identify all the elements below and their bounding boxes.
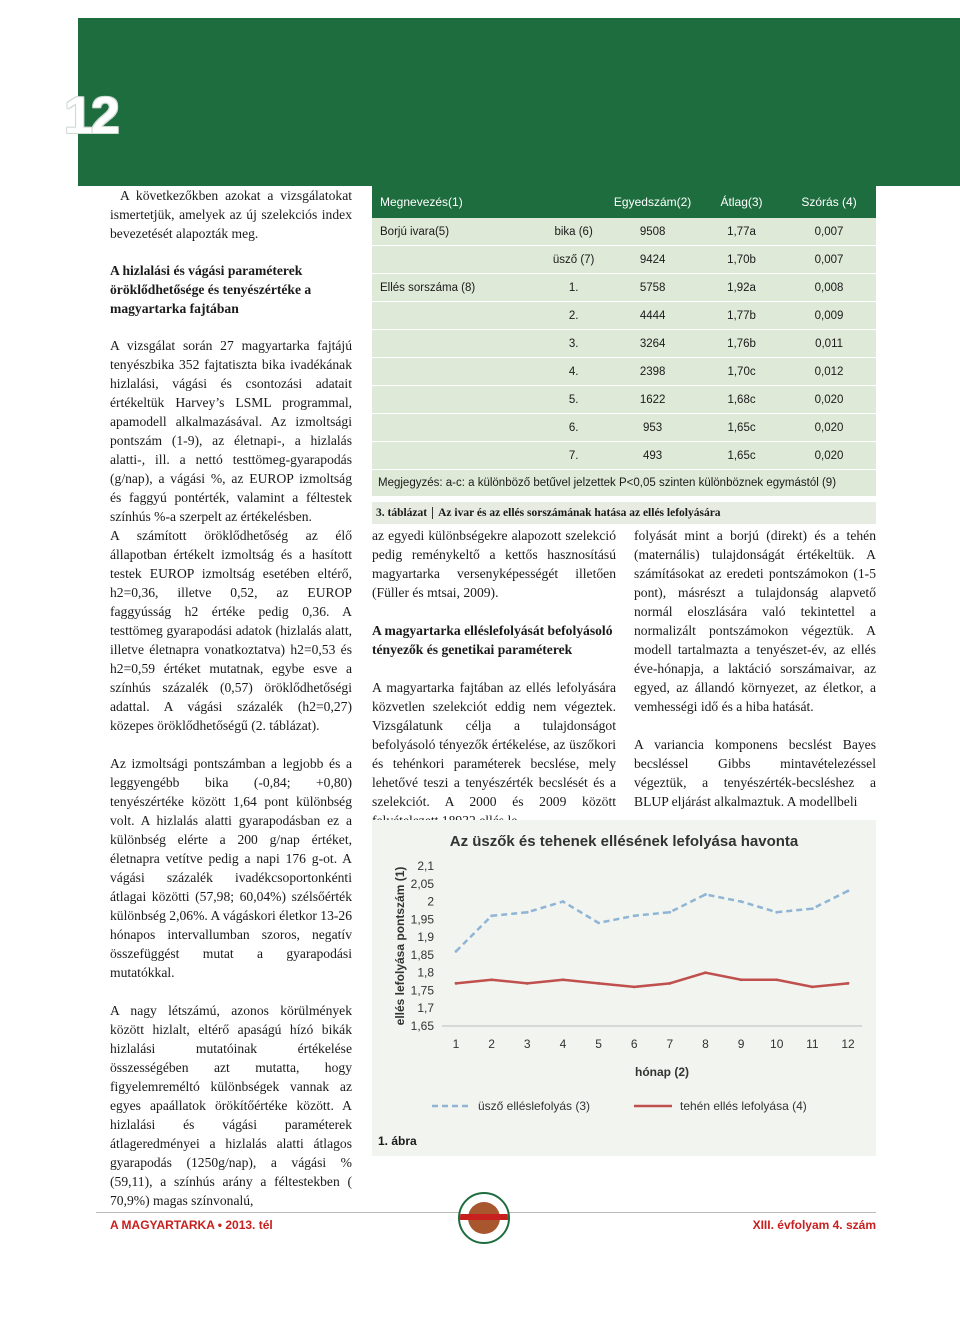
paragraph: Az izmoltsági pontszámban a legjobb és a leggyengébb bika (-0,84; +0,80) tenyészértéke között 1,64 pont különbség volt. A hizlalás alatti gyarapodásban ez a különbség elérte a 200 g/nap értéket, életnapra vetítve pedig a napi 176 g-ot. A vágási százalék ivadékcsoportonkénti átlagai közötti (57,98; 60,04%) szélsőérték különbség 2,06%. A vágáskori életkor 13-26 hónapos intervallumban szoros, negatív összefüggést mutat a gyarapodási mutatókkal.	[110, 756, 353, 980]
method-paragraph: A vizsgálat során 27 magyartarka fajtájú tenyészbika 352 fajtatiszta bika ivadékának hizlalási, vágási és csontozási adatait értékeltük Harvey’s LSML programmal, apamodell alkalmazásával. Az izmoltsági pontszám (1-9), az életnapi-, a hizlalás alatti-, ill. a nettó testtömeg-gyarapodás (g/nap), a vágási %, az EUROP izmoltság és faggyú pontérték, valamint a féltestek színhús %-a szerpelt az értékelésben.	[110, 338, 352, 524]
caption-separator	[432, 507, 433, 519]
x-tick-label: 5	[595, 1037, 602, 1051]
x-tick-label: 12	[841, 1037, 855, 1051]
table-cell: 0,012	[782, 358, 876, 386]
data-point	[704, 971, 707, 974]
data-point	[668, 911, 671, 914]
table-cell: Borjú ivara(5)	[372, 218, 543, 246]
y-tick-label: 1,9	[417, 930, 434, 945]
table-cell	[372, 386, 543, 414]
table-cell: 5.	[543, 386, 604, 414]
table-cell: 5758	[604, 274, 701, 302]
x-tick-label: 8	[702, 1037, 709, 1051]
footer-publication	[110, 1218, 273, 1232]
table-cell: 2398	[604, 358, 701, 386]
paragraph: A magyartarka fajtában az ellés lefolyására közvetlen szelekciót eddig nem végeztek. Vizsgálatunk célja a tulajdonságot befolyásoló tényezők értékelése, az üszőkori és tehénkori paraméterek becslése, mely lehetővé teszi a tenyészérték becslését és a szelekciót. A 2000 és 2009 között	[372, 680, 616, 809]
figure-caption: 1. ábra	[378, 1134, 417, 1148]
col-header: Szórás (4)	[782, 186, 876, 218]
table-cell: 1,65c	[701, 442, 782, 470]
cattle-logo	[458, 1192, 510, 1244]
table-row	[372, 414, 876, 442]
data-point	[526, 982, 529, 985]
table-row	[372, 442, 876, 470]
col-header: Megnevezés(1)	[372, 186, 543, 218]
table-cell: 1,70c	[701, 358, 782, 386]
intro-text: A következőkben azokat a vizsgálatokat ismertetjük, amelyek az új szelekciós index bevezetését alapozták meg.	[110, 188, 352, 241]
table-cell: 1,77a	[701, 218, 782, 246]
table-cell: bika (6)	[543, 218, 604, 246]
legend-label: üsző elléslefolyás (3)	[478, 1099, 591, 1113]
data-point	[597, 921, 600, 924]
data-point	[633, 914, 636, 917]
table-cell	[372, 442, 543, 470]
table-cell: 2.	[543, 302, 604, 330]
table-cell	[372, 414, 543, 442]
x-tick-label: 7	[666, 1037, 674, 1051]
table-cell: 7.	[543, 442, 604, 470]
data-point	[740, 978, 743, 981]
col-header: Átlag(3)	[701, 186, 782, 218]
table-cell: 1622	[604, 386, 701, 414]
table-cell: 6.	[543, 414, 604, 442]
col-header	[543, 186, 604, 218]
y-tick-label: 1,95	[410, 912, 434, 927]
y-tick-label: 1,65	[410, 1019, 434, 1033]
section-heading: A hizlalási és vágási paraméterek öröklődhetősége és tenyészértéke a magyartarka fajtában	[110, 263, 312, 316]
paragraph: A számított öröklődhetőség az élő állapotban értékelt izmoltság és a hasított testek EUROP izmoltság esetében eltérő, h2=0,36, illetve 0,52, az EUROP faggyússág h2 értéke pedig 0,36. A testtömeg gyarapodási adatok (hizlalás alatt, illetve életnapra vonatkoztatva) h2=0,53 és h2=0,59 értéket mutatnak, egybe esve a színhús százalék (0,57) öröklődhetőségi adattal. A vágási százalék (h2=0,27) közepes öröklődhetőségű (2. táblázat).	[110, 528, 352, 733]
table-cell: 0,011	[782, 330, 876, 358]
footer-issue: 2013. tél	[225, 1218, 273, 1232]
chart-title: Az üszők és tehenek ellésének lefolyása havonta	[449, 833, 799, 850]
table-cell: 953	[604, 414, 701, 442]
table-cell: 0,007	[782, 218, 876, 246]
data-point	[740, 900, 743, 903]
table-cell: 0,020	[782, 414, 876, 442]
body-column-2	[372, 526, 616, 830]
data-point	[811, 985, 814, 988]
x-tick-label: 2	[488, 1037, 495, 1051]
y-axis-label: ellés lefolyása pontszám (1)	[393, 866, 407, 1026]
table-cell: 3.	[543, 330, 604, 358]
footer-volume: XIII. évfolyam 4. szám	[752, 1218, 876, 1232]
table-cell	[372, 246, 543, 274]
table-cell: 1,68c	[701, 386, 782, 414]
x-tick-label: 10	[770, 1037, 784, 1051]
y-tick-label: 1,85	[410, 947, 434, 962]
data-point	[562, 900, 565, 903]
data-point	[847, 982, 850, 985]
data-point	[775, 978, 778, 981]
y-tick-label: 2	[427, 894, 434, 909]
data-point	[490, 914, 493, 917]
series-line-2	[456, 973, 848, 987]
table-cell: 1,70b	[701, 246, 782, 274]
table-cell: Ellés sorszáma (8)	[372, 274, 543, 302]
table-cell: 0,007	[782, 246, 876, 274]
legend-label: tehén ellés lefolyása (4)	[680, 1099, 807, 1113]
x-axis-label: hónap (2)	[635, 1065, 689, 1079]
table-cell: 1,65c	[701, 414, 782, 442]
data-point	[633, 985, 636, 988]
table-3	[372, 186, 876, 519]
table-cell	[372, 302, 543, 330]
chart-figure	[372, 820, 876, 1156]
table-cell: 9424	[604, 246, 701, 274]
table-cell: 4444	[604, 302, 701, 330]
table-caption	[372, 502, 876, 524]
table-caption-number: 3. táblázat	[376, 507, 428, 519]
table-cell: üsző (7)	[543, 246, 604, 274]
table-cell: 0,020	[782, 442, 876, 470]
x-tick-label: 4	[559, 1037, 567, 1051]
table-row	[372, 358, 876, 386]
intro-column	[110, 186, 358, 524]
paragraph: A variancia komponens becslést Bayes becsléssel Gibbs mintavételezéssel végeztük, a tenyészérték-becsléshez a BLUP eljárást alkalmaztuk. A modellbeli	[634, 737, 876, 809]
table-cell: 1,76b	[701, 330, 782, 358]
data-point	[455, 950, 458, 953]
y-tick-label: 2,05	[410, 876, 434, 891]
x-tick-label: 9	[737, 1037, 745, 1051]
data-point	[704, 893, 707, 896]
table-cell: 1.	[543, 274, 604, 302]
y-tick-label: 1,8	[417, 965, 434, 980]
intro-paragraph	[110, 186, 352, 243]
body-column-3	[634, 526, 876, 811]
body-column-1	[110, 526, 352, 1210]
y-tick-label: 1,75	[410, 983, 434, 998]
x-tick-label: 3	[523, 1037, 531, 1051]
data-point	[490, 978, 493, 981]
table-cell	[372, 330, 543, 358]
data-point	[811, 907, 814, 910]
table-row	[372, 246, 876, 274]
table-row	[372, 218, 876, 246]
line-chart	[372, 820, 876, 1120]
table-row	[372, 302, 876, 330]
table-caption-text: Az ivar és az ellés sorszámának hatása az ellés lefolyására	[438, 507, 721, 519]
table-cell: 9508	[604, 218, 701, 246]
data-point	[597, 982, 600, 985]
data-point	[847, 889, 850, 892]
table-cell: 493	[604, 442, 701, 470]
data-table	[372, 186, 876, 470]
table-cell: 1,92a	[701, 274, 782, 302]
paragraph: az egyedi különbségekre alapozott szelekció pedig reménykeltő a kettős hasznosítású magyartarka versenyképességét illetően (Füller és mtsai, 2009).	[372, 528, 616, 600]
table-row	[372, 386, 876, 414]
table-row	[372, 330, 876, 358]
col-header: Egyedszám(2)	[604, 186, 701, 218]
table-cell	[372, 358, 543, 386]
data-point	[775, 911, 778, 914]
table-cell: 3264	[604, 330, 701, 358]
y-tick-label: 2,1	[417, 859, 434, 873]
paragraph: A nagy létszámú, azonos körülmények között hizlalt, eltérő apaságú hízó bikák hizlalási mutatóinak értékelése összességében azt mutatta, hogy figyelemreméltó különbségek vannak az egyes apaállatok örökítőértéke között. A hizlalási és vágási paraméterek átlageredményei a hizlalás alatti átlagos gyarapodás (1250g/nap), a vágási % (59,11), a színhús arány a féltestekben ( 70,9%) magas színvonalú,	[110, 1003, 352, 1208]
x-tick-label: 11	[806, 1037, 819, 1051]
x-tick-label: 6	[630, 1037, 638, 1051]
page-number: 12	[64, 87, 118, 145]
table-cell: 1,77b	[701, 302, 782, 330]
section-heading: A magyartarka elléslefolyását befolyásoló tényezők és genetikai paraméterek	[372, 623, 613, 657]
data-point	[562, 978, 565, 981]
footer-name: A MAGYARTARKA	[110, 1218, 215, 1232]
header-band	[0, 18, 960, 186]
series-line-1	[456, 891, 848, 951]
table-cell: 0,009	[782, 302, 876, 330]
table-cell: 0,008	[782, 274, 876, 302]
footer-bullet: •	[217, 1218, 222, 1232]
data-point	[668, 982, 671, 985]
paragraph: folyását mint a borjú (direkt) és a tehén (maternális) tulajdonságát értékeltük. A számításokat az eredeti pontszámokon (1-5 pont), másrészt a tulajdonság alapvető normál eloszlására való tekintettel a normalizált pontszámokon végeztük. A modell tartalmazta a tenyészet-év, az ellés éve-hónapja, a laktáció sorszámaivar, az egyed, az állandó környezet, az életkor, a vemhességi idő és a hiba hatását.	[634, 528, 876, 714]
y-tick-label: 1,7	[417, 1001, 434, 1016]
data-point	[526, 911, 529, 914]
table-header-row	[372, 186, 876, 218]
table-note: Megjegyzés: a-c: a különböző betűvel jelzettek P<0,05 szinten különböznek egymástól (9)	[372, 470, 876, 496]
table-cell: 4.	[543, 358, 604, 386]
data-point	[455, 982, 458, 985]
x-tick-label: 1	[452, 1037, 460, 1051]
table-row	[372, 274, 876, 302]
table-cell: 0,020	[782, 386, 876, 414]
